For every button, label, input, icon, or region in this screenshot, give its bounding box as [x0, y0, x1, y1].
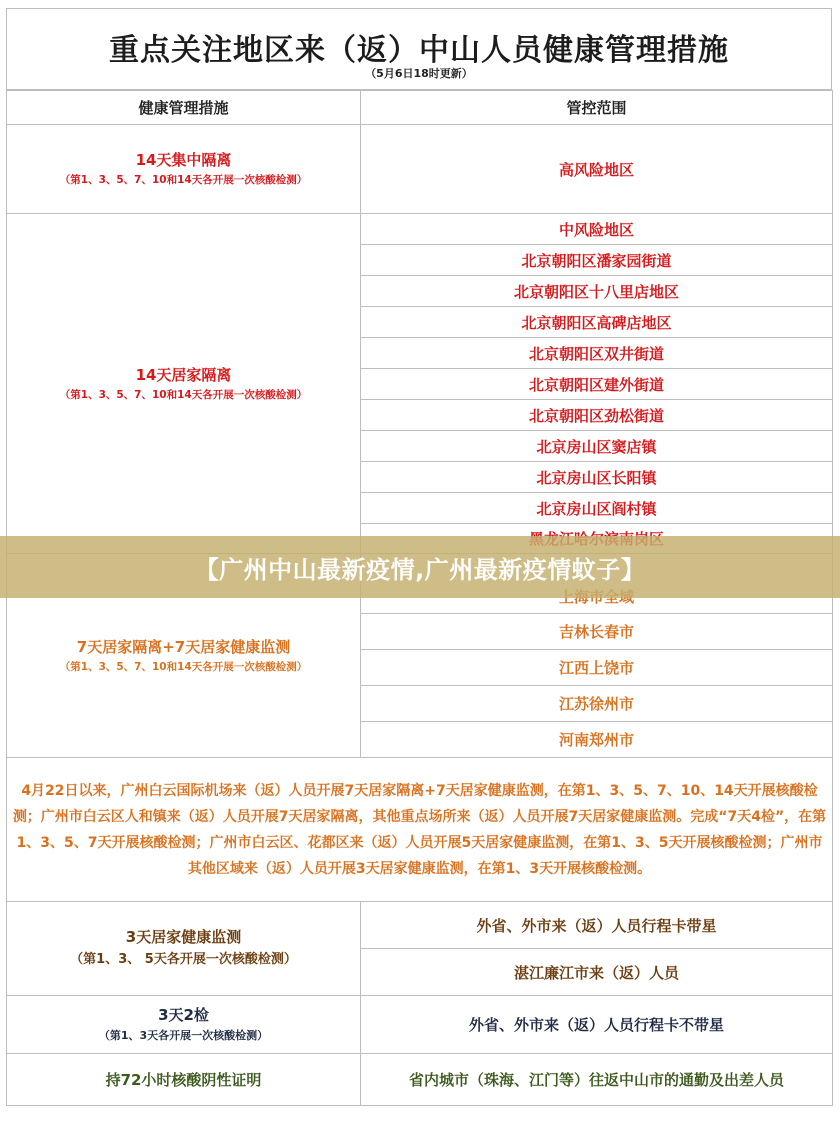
note-cell: 4月22日以来，广州白云国际机场来（返）人员开展7天居家隔离+7天居家健康监测，在第1、3、5、7、10、14天开展核酸检测；广州市白云区人和镇来（返）人员开展7天居家隔离，其他重点场所来（返）人员开展7天居家健康监测。完成“7天4检”，在第1、3、5、7天开展核酸检测；广州市白云区、花都区来（返）人员开展5天居家健康监测，在第1、3、5天开展核酸检测；广州市其他区域来（返）人员开展3天居家健康监测，在第1、3天开展核酸检测。 — [7, 758, 833, 902]
measure-sub: （第1、3、 5天各开展一次核酸检测） — [70, 951, 297, 967]
header-measure: 健康管理措施 — [7, 91, 361, 125]
scope-cell: 北京朝阳区潘家园街道 — [361, 245, 833, 276]
table-row — [7, 214, 833, 245]
table-header-row — [7, 91, 833, 125]
scope-cell: 吉林长春市 — [361, 614, 833, 650]
measure-cell — [7, 996, 361, 1054]
measures-table — [6, 90, 833, 1106]
scope-cell: 北京房山区窦店镇 — [361, 431, 833, 462]
measure-title: 14天居家隔离 — [135, 365, 232, 384]
scope-cell: 湛江廉江市来（返）人员 — [361, 949, 833, 996]
table-row — [7, 125, 833, 214]
measure-cell — [7, 902, 361, 996]
page-title: 重点关注地区来（返）中山人员健康管理措施 — [109, 33, 729, 68]
article-title-banner[interactable] — [0, 536, 840, 598]
measure-title: 3天居家健康监测 — [125, 927, 242, 946]
table-row — [7, 1054, 833, 1106]
scope-cell: 北京朝阳区劲松街道 — [361, 400, 833, 431]
measure-title: 7天居家隔离+7天居家健康监测 — [76, 637, 291, 656]
scope-cell: 河南郑州市 — [361, 722, 833, 758]
scope-cell: 北京房山区阎村镇 — [361, 493, 833, 524]
scope-cell: 外省、外市来（返）人员行程卡不带星 — [361, 996, 833, 1054]
measure-cell — [7, 125, 361, 214]
scope-cell: 中风险地区 — [361, 214, 833, 245]
measure-cell — [7, 214, 361, 554]
measure-title: 14天集中隔离 — [135, 151, 232, 169]
scope-cell: 省内城市（珠海、江门等）往返中山市的通勤及出差人员 — [361, 1054, 833, 1106]
measure-sub: （第1、3、5、7、10和14天各开展一次核酸检测） — [59, 174, 308, 186]
scope-cell: 北京朝阳区十八里店地区 — [361, 276, 833, 307]
scope-cell: 高风险地区 — [361, 125, 833, 214]
measure-cell: 持72小时核酸阴性证明 — [7, 1054, 361, 1106]
table-row — [7, 758, 833, 902]
table-row — [7, 902, 833, 949]
scope-cell: 江苏徐州市 — [361, 686, 833, 722]
scope-cell: 江西上饶市 — [361, 650, 833, 686]
update-note: （5月6日18时更新） — [365, 67, 473, 80]
header-scope: 管控范围 — [361, 91, 833, 125]
scope-cell: 北京朝阳区建外街道 — [361, 369, 833, 400]
table-row — [7, 996, 833, 1054]
measure-sub: （第1、3、5、7、10和14天各开展一次核酸检测） — [59, 388, 308, 401]
scope-cell: 北京朝阳区双井街道 — [361, 338, 833, 369]
scope-cell: 外省、外市来（返）人员行程卡带星 — [361, 902, 833, 949]
measure-title: 3天2检 — [158, 1005, 209, 1024]
scope-cell: 北京朝阳区高碑店地区 — [361, 307, 833, 338]
scope-cell: 北京房山区长阳镇 — [361, 462, 833, 493]
title-block — [6, 8, 832, 90]
measure-sub: （第1、3天各开展一次核酸检测） — [98, 1028, 269, 1042]
banner-text[interactable]: 【广州中山最新疫情,广州最新疫情蚊子】 — [194, 555, 646, 584]
measure-sub: （第1、3、5、7、10和14天各开展一次核酸检测） — [59, 660, 308, 673]
